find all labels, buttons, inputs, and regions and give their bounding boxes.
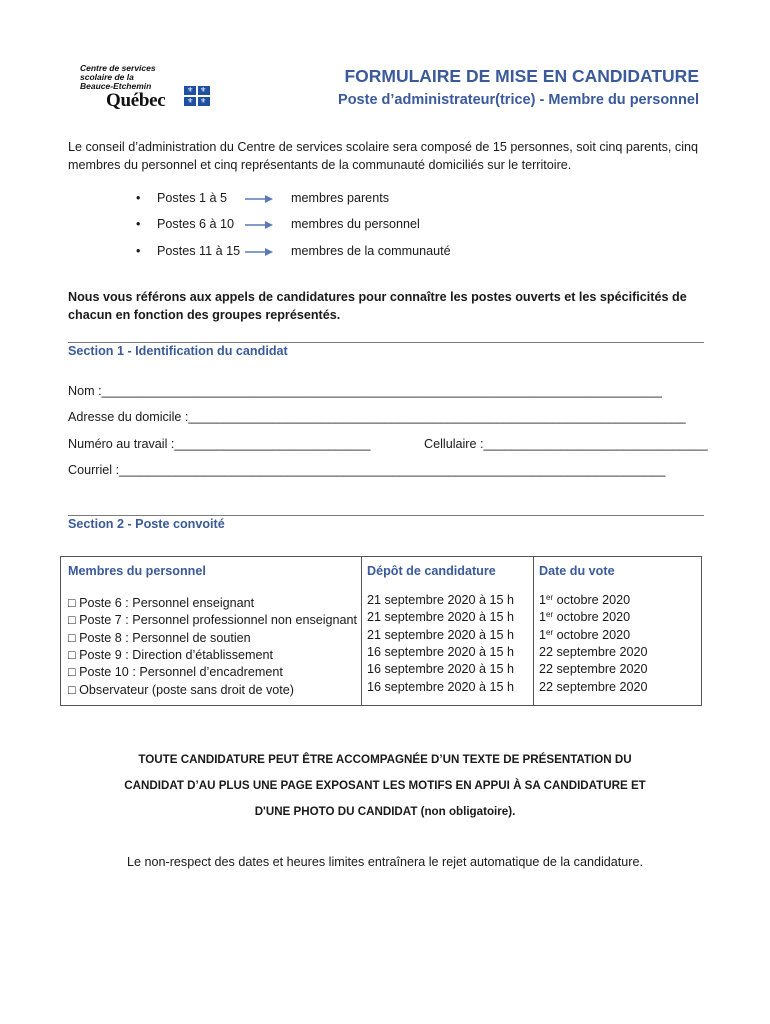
logo-org-line-3: Beauce-Etchemin: [80, 81, 152, 91]
depot-date-cell: 16 septembre 2020 à 15 h: [367, 662, 515, 677]
table-header-depot: Dépôt de candidature: [367, 564, 496, 578]
logo-brand: Québec: [106, 90, 166, 111]
vote-day-suffix: er: [546, 627, 554, 637]
vote-date-cell: [539, 661, 648, 679]
poste-checkbox-option[interactable]: □ Poste 10 : Personnel d’encadrement: [68, 665, 283, 680]
cellulaire-field[interactable]: Cellulaire :________________________________: [424, 437, 708, 451]
table-column-divider: [361, 557, 362, 705]
vote-day: 22: [539, 644, 554, 659]
poste-checkbox-option[interactable]: □ Poste 8 : Personnel de soutien: [68, 630, 251, 645]
vote-date-cell: [539, 592, 630, 610]
bullet-label: Postes 6 à 10: [157, 217, 235, 231]
logo-org-line-1: Centre de services: [80, 63, 156, 73]
vote-month-year: septembre 2020: [553, 644, 648, 659]
table-header-vote: Date du vote: [539, 564, 615, 578]
vote-date-cell: [539, 627, 630, 645]
quebec-flag-icon: ⚜ ⚜ ⚜ ⚜: [184, 86, 210, 106]
vote-month-year: septembre 2020: [553, 662, 648, 677]
section-divider: [68, 342, 704, 343]
organization-logo: [80, 64, 220, 112]
section2-title: Section 2 - Poste convoité: [68, 517, 225, 531]
depot-date-cell: 16 septembre 2020 à 15 h: [367, 644, 515, 659]
intro-note: Nous vous référons aux appels de candidatures pour connaître les postes ouverts et les spécificités de chacun en fonction des groupes représentés.: [68, 290, 687, 322]
intro-paragraph: Le conseil d’administration du Centre de services scolaire sera composé de 15 personnes, soit cinq parents, cinq membres du personnel et cinq représentants de la communauté domiciliés sur le territoire.: [68, 140, 699, 172]
notice-line-1: TOUTE CANDIDATURE PEUT ÊTRE ACCOMPAGNÉE D’UN TEXTE DE PRÉSENTATION DU: [138, 753, 632, 766]
bullet-icon: •: [136, 217, 141, 231]
vote-day-suffix: er: [546, 610, 554, 620]
vote-day-suffix: er: [546, 593, 554, 602]
poste-checkbox-option[interactable]: □ Poste 6 : Personnel enseignant: [68, 596, 255, 610]
logo-org-line-2: scolaire de la: [80, 72, 134, 82]
vote-day: 1: [539, 593, 547, 607]
bullet-label: Postes 1 à 5: [157, 191, 228, 205]
vote-day: 1: [539, 627, 547, 642]
table-header-membres: Membres du personnel: [68, 564, 206, 578]
bullet-value: membres du personnel: [291, 217, 420, 231]
nom-field[interactable]: Nom :________________________________________________________________________________: [68, 384, 662, 398]
footer-warning: Le non-respect des dates et heures limites entraînera le rejet automatique de la candidature.: [127, 855, 643, 869]
vote-month-year: octobre 2020: [553, 593, 631, 607]
notice-line-3: D'UNE PHOTO DU CANDIDAT (non obligatoire).: [254, 805, 516, 818]
arrow-right-icon: [244, 245, 274, 259]
section1-title: Section 1 - Identification du candidat: [68, 344, 288, 358]
vote-date-cell: [539, 609, 630, 627]
depot-date-cell: 21 septembre 2020 à 15 h: [367, 593, 515, 607]
poste-checkbox-option[interactable]: □ Poste 7 : Personnel professionnel non enseignant: [68, 613, 358, 628]
vote-date-cell: [539, 679, 648, 697]
bullet-icon: •: [136, 191, 141, 205]
table-column-divider: [533, 557, 534, 705]
vote-month-year: octobre 2020: [553, 610, 631, 625]
section-divider: [68, 515, 704, 516]
arrow-right-icon: [244, 192, 274, 206]
vote-date-cell: [539, 644, 648, 662]
courriel-field[interactable]: Courriel :______________________________________________________________________________: [68, 463, 666, 477]
vote-day: 22: [539, 679, 554, 694]
bullet-icon: •: [136, 244, 141, 258]
poste-checkbox-option[interactable]: □ Observateur (poste sans droit de vote): [68, 682, 295, 697]
bullet-value: membres de la communauté: [291, 244, 451, 258]
vote-day: 22: [539, 662, 554, 677]
arrow-right-icon: [244, 218, 274, 232]
bullet-label: Postes 11 à 15: [157, 244, 241, 258]
poste-checkbox-option[interactable]: □ Poste 9 : Direction d’établissement: [68, 647, 274, 662]
bullet-value: membres parents: [291, 191, 389, 205]
poste-table: [60, 556, 702, 706]
page-subtitle: Poste d’administrateur(trice) - Membre du personnel: [338, 92, 699, 108]
vote-day: 1: [539, 610, 547, 625]
vote-month-year: septembre 2020: [553, 679, 648, 694]
page-title: FORMULAIRE DE MISE EN CANDIDATURE: [344, 66, 699, 86]
telephone-travail-field[interactable]: Numéro au travail :____________________________: [68, 437, 371, 451]
notice-line-2: CANDIDAT D’AU PLUS UNE PAGE EXPOSANT LES MOTIFS EN APPUI À SA CANDIDATURE ET: [124, 779, 646, 792]
depot-date-cell: 16 septembre 2020 à 15 h: [367, 679, 515, 694]
adresse-field[interactable]: Adresse du domicile :_______________________________________________________________________: [68, 410, 686, 424]
vote-month-year: octobre 2020: [553, 627, 631, 642]
depot-date-cell: 21 septembre 2020 à 15 h: [367, 610, 515, 625]
depot-date-cell: 21 septembre 2020 à 15 h: [367, 627, 515, 642]
